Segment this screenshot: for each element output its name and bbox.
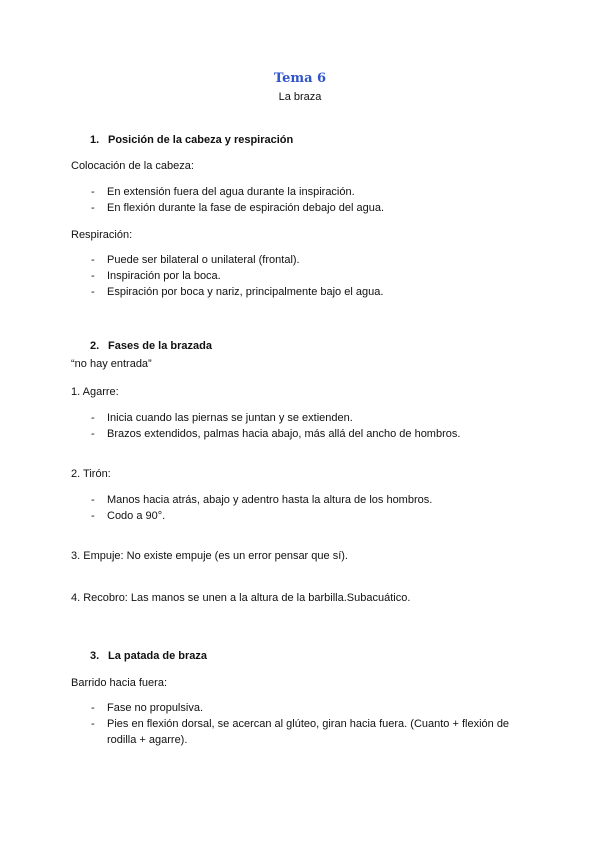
list-item-text: Manos hacia atrás, abajo y adentro hasta la altura de los hombros. (107, 494, 433, 506)
list-item (91, 184, 547, 200)
section-title: Fases de la brazada (108, 340, 212, 352)
bullet-dash: - (91, 494, 95, 506)
bullet-dash: - (91, 412, 95, 424)
list-item-text: Espiración por boca y nariz, principalmente bajo el agua. (107, 286, 384, 298)
bullet-dash: - (91, 510, 95, 522)
bullet-dash: - (91, 718, 95, 730)
list-item-text: Brazos extendidos, palmas hacia abajo, más allá del ancho de hombros. (107, 428, 461, 440)
bullet-dash: - (91, 186, 95, 198)
section-number: 2. (90, 340, 100, 352)
section-heading-1 (90, 134, 293, 146)
list-item-text: En extensión fuera del agua durante la inspiración. (107, 186, 355, 198)
section-number: 1. (90, 134, 100, 146)
cabeza-label: Colocación de la cabeza: (71, 160, 194, 172)
list-item (91, 716, 527, 748)
list-item (91, 492, 547, 508)
list-item-text: Codo a 90°. (107, 510, 166, 522)
recobro-text: 4. Recobro: Las manos se unen a la altura de la barbilla.Subacuático. (71, 592, 411, 604)
tiron-label: 2. Tirón: (71, 468, 111, 480)
list-item-text: Puede ser bilateral o unilateral (frontal). (107, 254, 300, 266)
document-title: Tema 6 (273, 71, 327, 86)
list-item (91, 268, 547, 284)
list-item (91, 410, 547, 426)
section-title: La patada de braza (108, 650, 208, 662)
section-heading-2 (90, 340, 212, 352)
list-item (91, 508, 547, 524)
bullet-dash: - (91, 702, 95, 714)
empuje-text: 3. Empuje: No existe empuje (es un error pensar que sí). (71, 550, 348, 562)
list-item (91, 252, 547, 268)
list-item (91, 700, 547, 716)
bullet-dash: - (91, 254, 95, 266)
barrido-label: Barrido hacia fuera: (71, 677, 167, 689)
section-heading-3 (90, 650, 207, 662)
section-title: Posición de la cabeza y respiración (108, 134, 294, 146)
bullet-dash: - (91, 202, 95, 214)
list-item-text: Fase no propulsiva. (107, 702, 203, 714)
list-item-text: Inspiración por la boca. (107, 270, 221, 282)
list-item (91, 200, 547, 216)
agarre-label: 1. Agarre: (71, 386, 119, 398)
section-number: 3. (90, 650, 100, 662)
bullet-dash: - (91, 286, 95, 298)
list-item-text: En flexión durante la fase de espiración debajo del agua. (107, 202, 385, 214)
list-item (91, 284, 547, 300)
respiracion-label: Respiración: (71, 229, 133, 241)
bullet-dash: - (91, 270, 95, 282)
list-item-text: Inicia cuando las piernas se juntan y se extienden. (107, 412, 353, 424)
section-note: “no hay entrada” (71, 358, 152, 370)
document-subtitle: La braza (278, 91, 322, 103)
bullet-dash: - (91, 428, 95, 440)
list-item (91, 426, 547, 442)
list-item-text: Pies en flexión dorsal, se acercan al glúteo, giran hacia fuera. (Cuanto + flexión de rodilla + agarre). (107, 718, 510, 746)
